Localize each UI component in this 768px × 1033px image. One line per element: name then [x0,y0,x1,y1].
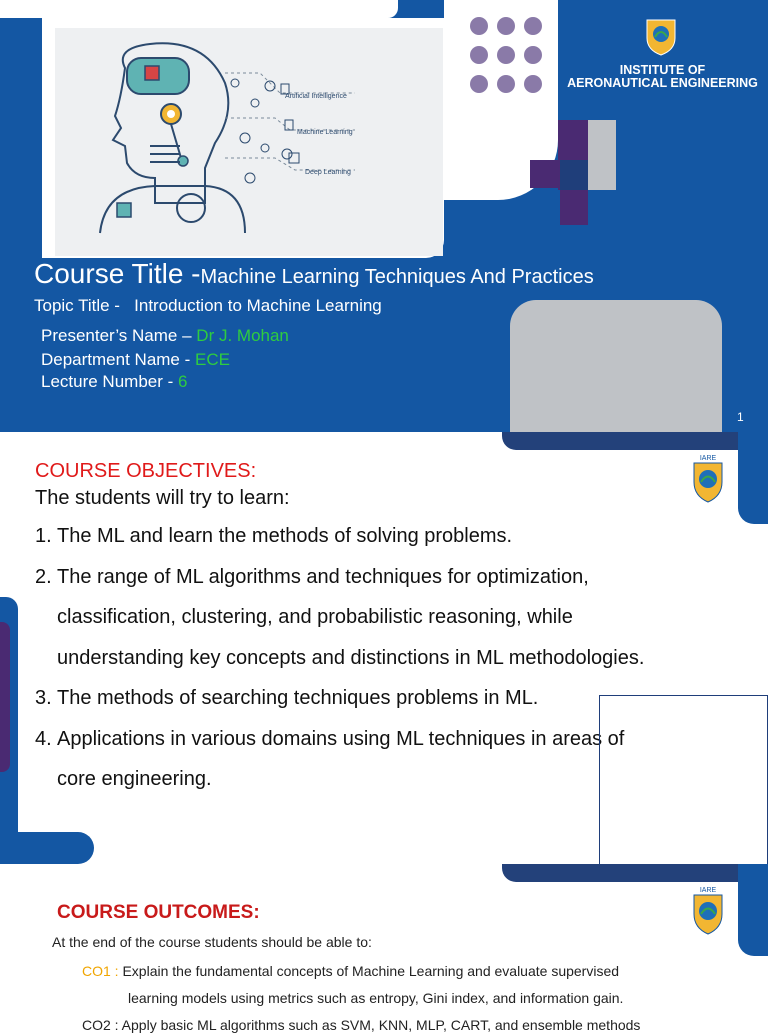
objective-line: classification, clustering, and probabilistic reasoning, while [57,606,573,628]
page-number: 1 [737,410,744,424]
topic-label: Topic Title - [34,296,120,315]
department-label: Department Name - [41,350,191,369]
outlined-box [599,695,768,865]
bottom-blob-decoration [0,832,94,864]
objective-number: 4. [35,727,52,750]
objective-item-2 [35,557,735,679]
gray-square [588,120,616,160]
course-title-value: Machine Learning Techniques And Practices [200,266,594,288]
objective-line: The methods of searching techniques problems in ML. [57,687,539,709]
co2-line: CO2 : Apply basic ML algorithms such as SVM, KNN, MLP, CART, and ensemble methods [82,1017,641,1033]
iare-logo-icon [684,452,732,508]
objective-line: core engineering. [57,768,212,790]
objective-line: understanding key concepts and distinctions in ML methodologies. [57,646,645,669]
navy-square [560,160,588,190]
right-bar-decoration [738,432,768,524]
iare-logo-icon [643,12,679,56]
logo-text: IARE [699,455,717,462]
objective-line: The range of ML algorithms and techniques for optimization, [57,565,589,588]
institute-name [560,64,765,90]
logo-text: IARE [699,887,717,894]
topic-value: Introduction to Machine Learning [134,296,382,315]
objectives-heading: COURSE OBJECTIVES: [35,460,257,482]
top-bar-decoration [502,432,768,450]
objective-number: 1. [35,525,52,547]
department-value: ECE [195,350,230,369]
outcomes-slide [0,864,768,1033]
purple-square-2 [560,190,588,225]
objective-line: The ML and learn the methods of solving problems. [57,525,513,547]
objective-number: 3. [35,687,52,709]
presenter-line [41,326,289,346]
objectives-intro: The students will try to learn: [35,487,290,509]
presenter-value: Dr J. Mohan [196,326,289,345]
purple-square [530,160,560,188]
objectives-slide [0,432,768,864]
top-bar-decoration [502,864,768,882]
objective-number: 2. [35,565,52,588]
institute-name-line2: AERONAUTICAL ENGINEERING [567,76,758,90]
ai-illustration [55,28,443,256]
objective-line: Applications in various domains using ML techniques in areas of [57,727,625,750]
course-title-prefix: Course Title - [34,258,201,289]
lecture-label: Lecture Number - [41,372,174,391]
presenter-label: Presenter’s Name – [41,326,192,345]
left-dark-decoration [0,622,10,772]
department-line [41,350,230,370]
white-tab-decoration [0,0,398,18]
topic-title [34,296,382,316]
outcomes-heading: COURSE OUTCOMES: [57,902,260,923]
lecture-line [41,372,187,392]
iare-logo-icon [684,884,732,940]
gray-square-2 [588,160,616,190]
co1-line [82,963,619,979]
title-slide [0,0,768,432]
lecture-value: 6 [178,372,188,391]
dl-label: Deep Learning [305,169,351,176]
ml-label: Machine Learning [297,129,353,136]
course-title [34,258,594,290]
institute-name-line1: INSTITUTE OF [619,63,706,77]
co1-label: CO1 : [82,963,119,979]
objective-item-1 [35,516,735,557]
co1-continuation: learning models using metrics such as entropy, Gini index, and information gain. [128,990,624,1006]
right-bar-decoration [738,864,768,956]
outcomes-intro: At the end of the course students should be able to: [52,934,372,950]
gray-block-decoration [510,300,722,432]
co1-text: Explain the fundamental concepts of Machine Learning and evaluate supervised [122,963,620,979]
ai-label: Artificial Intelligence [285,93,347,100]
dot-grid-decoration [470,17,548,95]
ai-head-illustration-icon [55,28,443,256]
